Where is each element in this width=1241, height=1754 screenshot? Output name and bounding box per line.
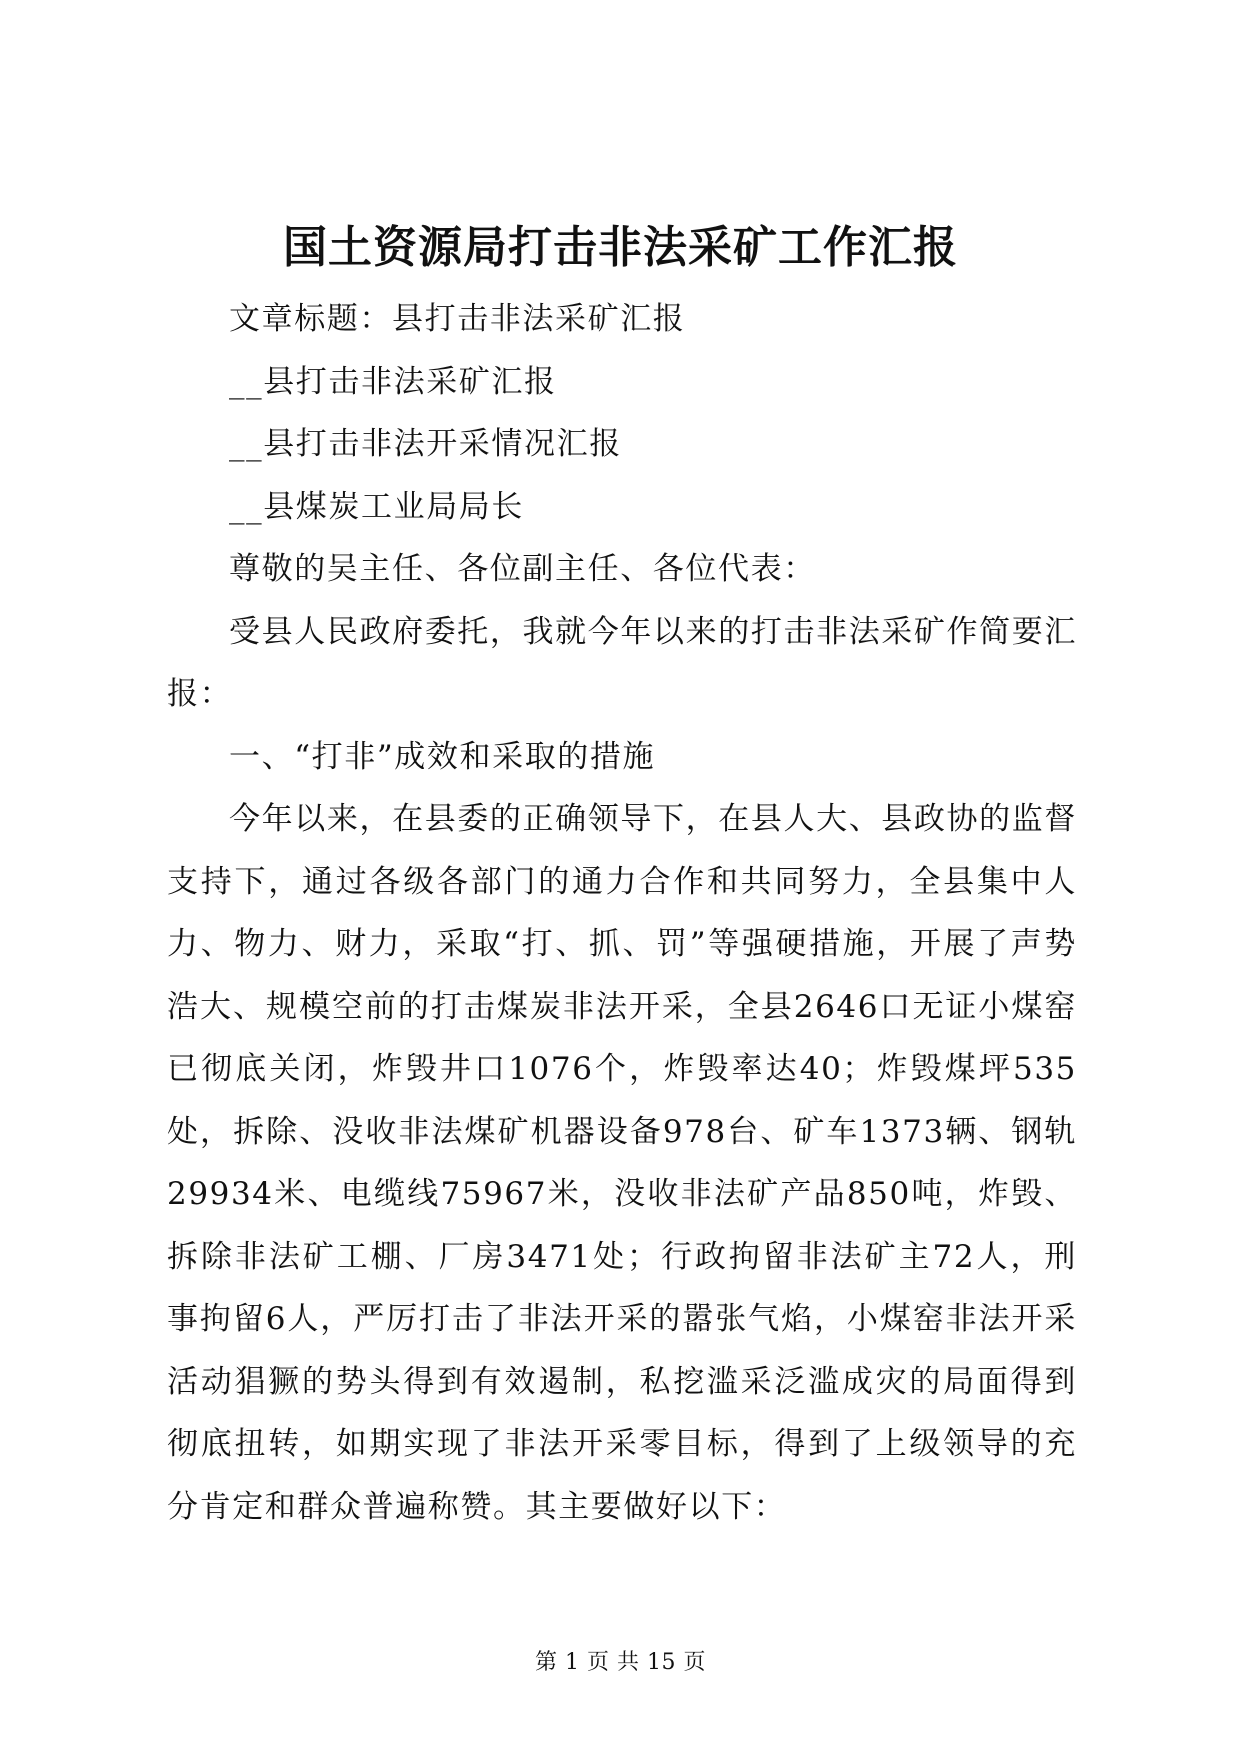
section-heading: 一、“打非”成效和采取的措施: [229, 738, 656, 775]
paragraph-author: __县煤炭工业局局长: [229, 488, 524, 525]
page-footer: 第 1 页 共 15 页: [535, 1650, 706, 1675]
paragraph-report-title: __县打击非法采矿汇报: [229, 363, 557, 400]
document-title: 国土资源局打击非法采矿工作汇报: [283, 222, 958, 273]
paragraph-report-subtitle: __县打击非法开采情况汇报: [229, 426, 622, 462]
paragraph-article-title: 文章标题：县打击非法采矿汇报: [229, 301, 686, 337]
paragraph-intro: 受县人民政府委托，我就今年以来的打击非法采矿作简要汇报：: [167, 613, 1077, 712]
paragraph-body: 今年以来，在县委的正确领导下，在县人大、县政协的监督支持下，通过各级各部门的通力合作和共同努力，全县集中人力、物力、财力，采取“打、抓、罚”等强硬措施，开展了声势浩大、规模空前的打击煤炭非法开采，全县2646口无证小煤窑已彻底关闭，炸毁井口1076个，炸毁率达40；炸毁煤坪535处，拆除、没收非法煤矿机器设备978台、矿车1373辆、钢轨29934米、电缆线75967米，没收非法矿产品850吨，炸毁、拆除非法矿工棚、厂房3471处；行政拘留非法矿主72人，刑事拘留6人，严厉打击了非法开采的嚣张气焰，小煤窑非法开采活动猖獗的势头得到有效遏制，私挖滥采泛滥成灾的局面得到彻底扭转，如期实现了非法开采零目标，得到了上级领导的充分肯定和群众普遍称赞。其主要做好以下：: [167, 801, 1077, 1525]
paragraph-salutation: 尊敬的吴主任、各位副主任、各位代表：: [229, 551, 816, 587]
document-body: [167, 288, 1077, 1538]
